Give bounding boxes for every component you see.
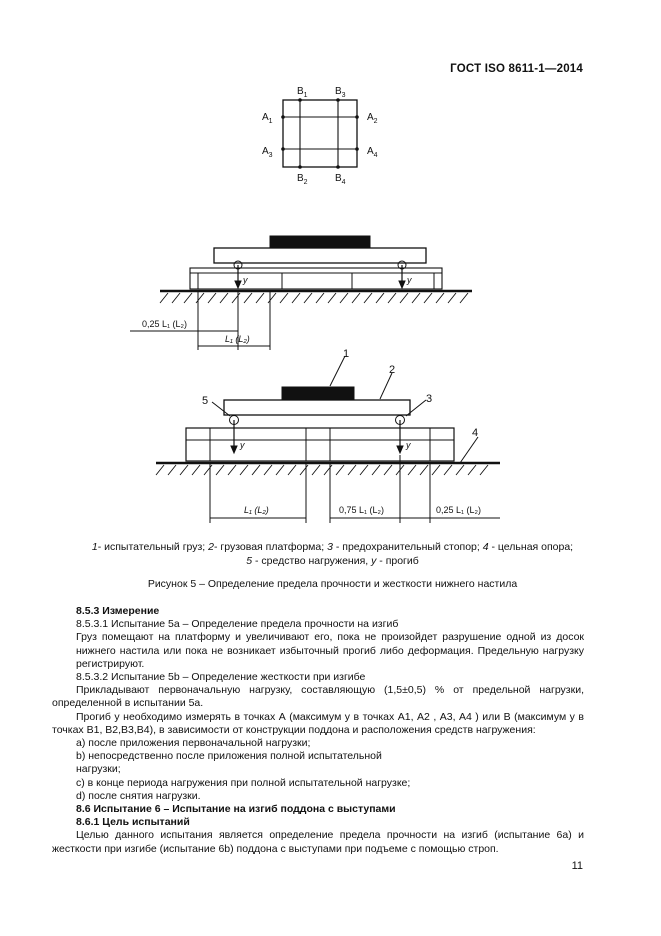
section-8-5-3-2-body: Прикладывают первоначальную нагрузку, составляющую (1,5±0,5) % от предельной нагрузки, определенной в испытании 5а.	[52, 684, 584, 710]
callout-5: 5	[202, 395, 209, 407]
section-8-6-heading: 8.6 Испытание 6 – Испытание на изгиб поддона с выступами	[76, 803, 396, 816]
figure-legend-line-2: 5 - средство нагружения, у - прогиб	[246, 555, 419, 567]
section-8-5-3-1: 8.5.3.1 Испытание 5а – Определение предела прочности на изгиб	[76, 618, 399, 631]
dim-025-l1-b: 0,25 L₁ (L₂)	[436, 505, 482, 515]
callout-4: 4	[472, 427, 479, 439]
label-a2: $A_2$	[367, 112, 378, 125]
label-a1: $A_1$	[262, 112, 273, 125]
label-b1: $B_1$	[297, 86, 308, 99]
dim-l1-b: L₁ (L₂)	[244, 505, 269, 515]
document-id: ГОСТ ISO 8611-1—2014	[450, 63, 583, 75]
section-8-6-1-body: Целью данного испытания является определение предела прочности на изгиб (испытание 6а) и жесткости при изгибе (испытание 6b) поддона с выступами при подъеме с помощью строп.	[52, 829, 584, 855]
deflection-paragraph: Прогиб у необходимо измерять в точках А (максимум у в точках А1, А2 , А3, А4 ) или В (максимум у в точках В1, В2,В3,В4), в зависимости от конструкции поддона и расположения средств нагружения:	[52, 710, 584, 736]
dim-l1: L₁ (L₂)	[225, 334, 250, 344]
section-8-6-1-heading: 8.6.1 Цель испытаний	[76, 816, 190, 829]
callout-1: 1	[343, 348, 350, 360]
plan-diagram	[281, 98, 359, 169]
deflection-y-right-b: y	[406, 440, 411, 450]
test-5a-diagram	[130, 236, 472, 350]
deflection-y-left: y	[243, 275, 248, 285]
label-b4: $B_4$	[335, 173, 346, 186]
section-8-5-3-heading: 8.5.3 Измерение	[76, 605, 160, 617]
label-b2: $B_2$	[297, 173, 308, 186]
dim-025-l1: 0,25 L₁ (L₂)	[142, 319, 188, 329]
list-item-d: d) после снятия нагрузки.	[76, 789, 201, 802]
body-text	[52, 605, 584, 856]
list-item-c: с) в конце периода нагружения при полной испытательной нагрузке;	[76, 776, 411, 789]
figure-caption: Рисунок 5 – Определение предела прочности и жесткости нижнего настила	[147, 578, 518, 590]
figure-legend-line-1: 1- испытательный груз; 2- грузовая платформа; 3 - предохранительный стопор; 4 - цельная опора;	[91, 541, 574, 553]
test-5b-diagram	[156, 356, 500, 523]
list-item-a: а) после приложения первоначальной нагрузки;	[76, 737, 311, 750]
section-8-5-3-2: 8.5.3.2 Испытание 5b – Определение жесткости при изгибе	[76, 671, 366, 684]
callout-3: 3	[426, 393, 433, 405]
list-item-b: b) непосредственно после приложения полной испытательной	[76, 750, 382, 763]
label-a3: $A_3$	[262, 146, 273, 159]
deflection-y-left-b: y	[240, 440, 245, 450]
list-item-b-cont: нагрузки;	[76, 763, 121, 776]
callout-2: 2	[389, 364, 396, 376]
section-8-5-3-1-body: Груз помещают на платформу и увеличивают его, пока не произойдет разрушение одной из досок нижнего настила или пока не возникает избыточный прогиб либо деформация. Предельную нагрузку регистрируют.	[76, 631, 584, 670]
label-a4: $A_4$	[367, 146, 378, 159]
deflection-y-right: y	[407, 275, 412, 285]
page-number: 11	[571, 860, 583, 872]
dim-075-l1: 0,75 L₁ (L₂)	[339, 505, 385, 515]
label-b3: $B_3$	[335, 86, 346, 99]
